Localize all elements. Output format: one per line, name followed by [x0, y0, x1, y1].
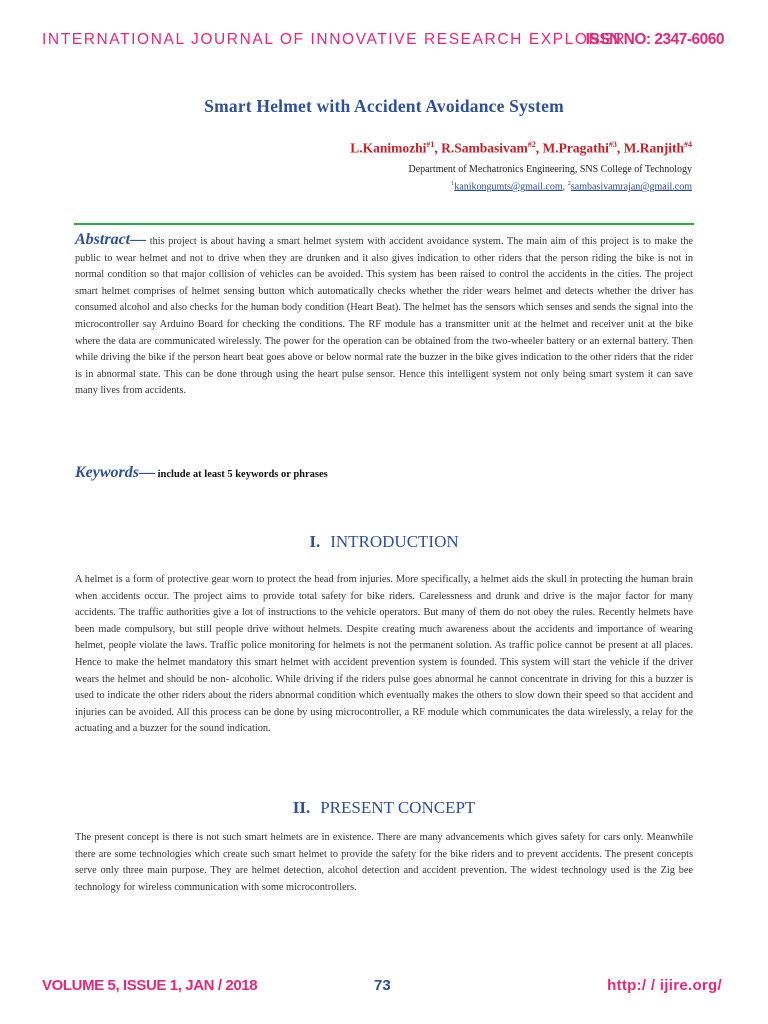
- author-list: L.Kanimozhi$^{\#1}$, R.Sambasivam$^{\#2}$, M.Pragathi$^{\#3}$, M.Ranjith$^{\#4}$: [350, 140, 692, 156]
- email-mark: 1: [451, 180, 455, 187]
- keywords-label: Keywords: [75, 464, 139, 481]
- abstract: [75, 232, 693, 400]
- journal-url[interactable]: http:/ / ijire.org/: [607, 977, 722, 994]
- section-title: INTRODUCTION: [330, 532, 459, 551]
- present-concept-body: The present concept is there is not such smart helmets are in existence. There are many advancements which gives safety for cars only. Meanwhile there are some technologies which create such smart helmet to provide the safety for the bike riders and to prevent accidents. The present concepts serve only three main purpose. They are helmet detection, alcohol detection and accident prevention. The widest technology used is the Zig bee technology for wireless communication with some microcontrollers.: [75, 832, 693, 893]
- abstract-text: this project is about having a smart helmet system with accident avoidance system. The main aim of this project is to make the public to wear helmet and not to drive when they are drunken and it also gives indication to other riders that the person riding the bike is not in normal condition so that major collision of vehicles can be avoided. This system has been raised to control the accidents in the cities. The project smart helmet comprises of helmet sensing button which automatically checks whether the rider wears helmet and detects whether the driver has consumed alcohol and also checks for the human body condition (Heart Beat). The helmet has the sensors which senses and sends the signal into the microcontroller say Arduino Board for checking the conditions. The RF module has a transmitter unit at the helmet and receiver unit at the bike where the data are communicated wirelessly. The power for the operation can be obtained from the two-wheeler battery or an external battery. Then while driving the bike if the person heart beat goes above or below normal rate the buzzer in the bike gives indication to the other riders that the rider is in abnormal state. This can be done through using the heart pulse sensor. Hence this intelligent system not only being smart system it can save many lives from accidents.: [75, 236, 693, 397]
- paper-title: Smart Helmet with Accident Avoidance System: [204, 96, 564, 116]
- author-mark: #4: [684, 140, 692, 149]
- keywords-text: include at least 5 keywords or phrases: [155, 469, 328, 480]
- section-heading-introduction: [0, 532, 768, 552]
- section-title: PRESENT CONCEPT: [320, 798, 476, 817]
- keywords: [75, 464, 328, 482]
- section-heading-present-concept: [0, 798, 768, 818]
- abstract-label: Abstract: [75, 231, 131, 248]
- affiliation: Department of Mechatronics Engineering, SNS College of Technology: [408, 164, 692, 175]
- author-name: L.Kanimozhi: [350, 140, 427, 156]
- page-number: 73: [374, 977, 391, 994]
- keywords-dash: —: [139, 464, 155, 481]
- author-mark: #3: [608, 140, 617, 149]
- author-mark: #1: [426, 140, 435, 149]
- email-list: [451, 180, 692, 192]
- divider-line: [74, 223, 694, 225]
- email-link[interactable]: kanikongumts@gmail.com: [454, 181, 563, 193]
- journal-name: INTERNATIONAL JOURNAL OF INNOVATIVE RESEARCH EXPLORER: [42, 31, 627, 48]
- email-separator: ,: [562, 181, 568, 193]
- abstract-dash: —: [130, 231, 147, 248]
- author-name: M.Ranjith: [623, 140, 684, 156]
- email-mark: 2: [567, 180, 571, 187]
- section-number: II.: [292, 798, 311, 817]
- issn-number: ISSN NO: 2347-6060: [585, 31, 724, 48]
- author-mark: #2: [527, 140, 536, 149]
- author-name: M.Pragathi: [542, 140, 609, 156]
- author-name: R.Sambasivam: [441, 140, 528, 156]
- introduction-body: A helmet is a form of protective gear worn to protect the head from injuries. More specifically, a helmet aids the skull in protecting the human brain when accidents occur. The project aims to provide total safety for bike riders. Carelessness and drunk and drive is the major factor for many accidents. The traffic authorities give a lot of instructions to the vehicle operators. But many of them do not obey the rules. Recently helmets have been made compulsory, but still people drive without helmets. Despite creating much awareness about the accidents and importance of wearing helmet, people violate the laws. Traffic police monitoring for helmets is not the permanent solution. As traffic police cannot be present at all places. Hence to make the helmet mandatory this smart helmet with accident prevention system is founded. This system will start the vehicle if the driver wears the helmet and should be non- alcoholic. While driving if the riders pulse goes abnormal he cannot concentrate in driving for this a buzzer is used to indicate the other riders about the riders abnormal condition which eventually makes the others to slow down their speed so that accident and injuries can be avoided. All this process can be done by using microcontroller, a RF module which communicates the data wirelessly, a relay for the actuating and a buzzer for the sound indication.: [75, 574, 693, 735]
- footer-volume: VOLUME 5, ISSUE 1, JAN / 2018: [42, 977, 258, 994]
- email-link[interactable]: sambasivamrajan@gmail.com: [570, 181, 692, 193]
- section-number: I.: [309, 532, 321, 551]
